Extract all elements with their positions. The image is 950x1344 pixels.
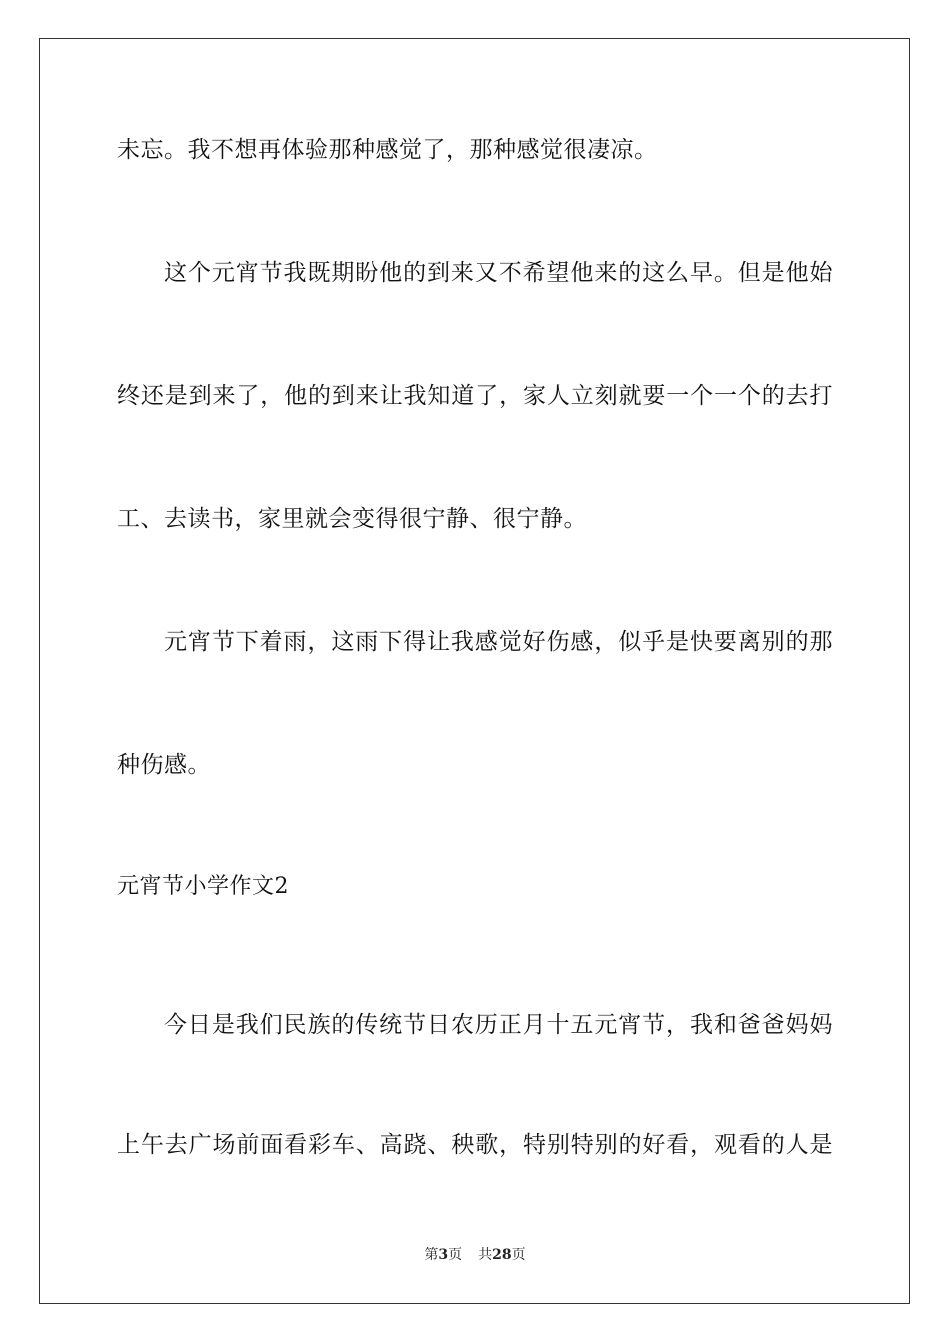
footer-total-number: 28 [492,1247,512,1263]
paragraph-line-8: 上午去广场前面看彩车、高跷、秧歌，特别特别的好看，观看的人是 [117,1132,833,1158]
footer-total-prefix: 共 [478,1247,493,1263]
paragraph-line-1: 未忘。我不想再体验那种感觉了，那种感觉很凄凉。 [117,137,658,163]
page-footer [0,1245,950,1265]
paragraph-line-5: 元宵节下着雨，这雨下得让我感觉好伤感，似乎是快要离别的那 [164,629,833,655]
section-heading: 元宵节小学作文2 [117,874,289,899]
paragraph-line-6: 种伤感。 [117,752,211,778]
footer-total-suffix: 页 [511,1247,526,1263]
footer-page-number: 3 [438,1247,449,1263]
paragraph-line-2: 这个元宵节我既期盼他的到来又不希望他来的这么早。但是他始 [164,260,833,286]
page-border [39,38,910,1304]
footer-page-prefix: 第 [424,1247,439,1263]
footer-page-suffix: 页 [448,1247,463,1263]
paragraph-line-3: 终还是到来了，他的到来让我知道了，家人立刻就要一个一个的去打 [117,383,833,409]
paragraph-line-4: 工、去读书，家里就会变得很宁静、很宁静。 [117,506,587,532]
paragraph-line-7: 今日是我们民族的传统节日农历正月十五元宵节，我和爸爸妈妈 [164,1012,833,1038]
